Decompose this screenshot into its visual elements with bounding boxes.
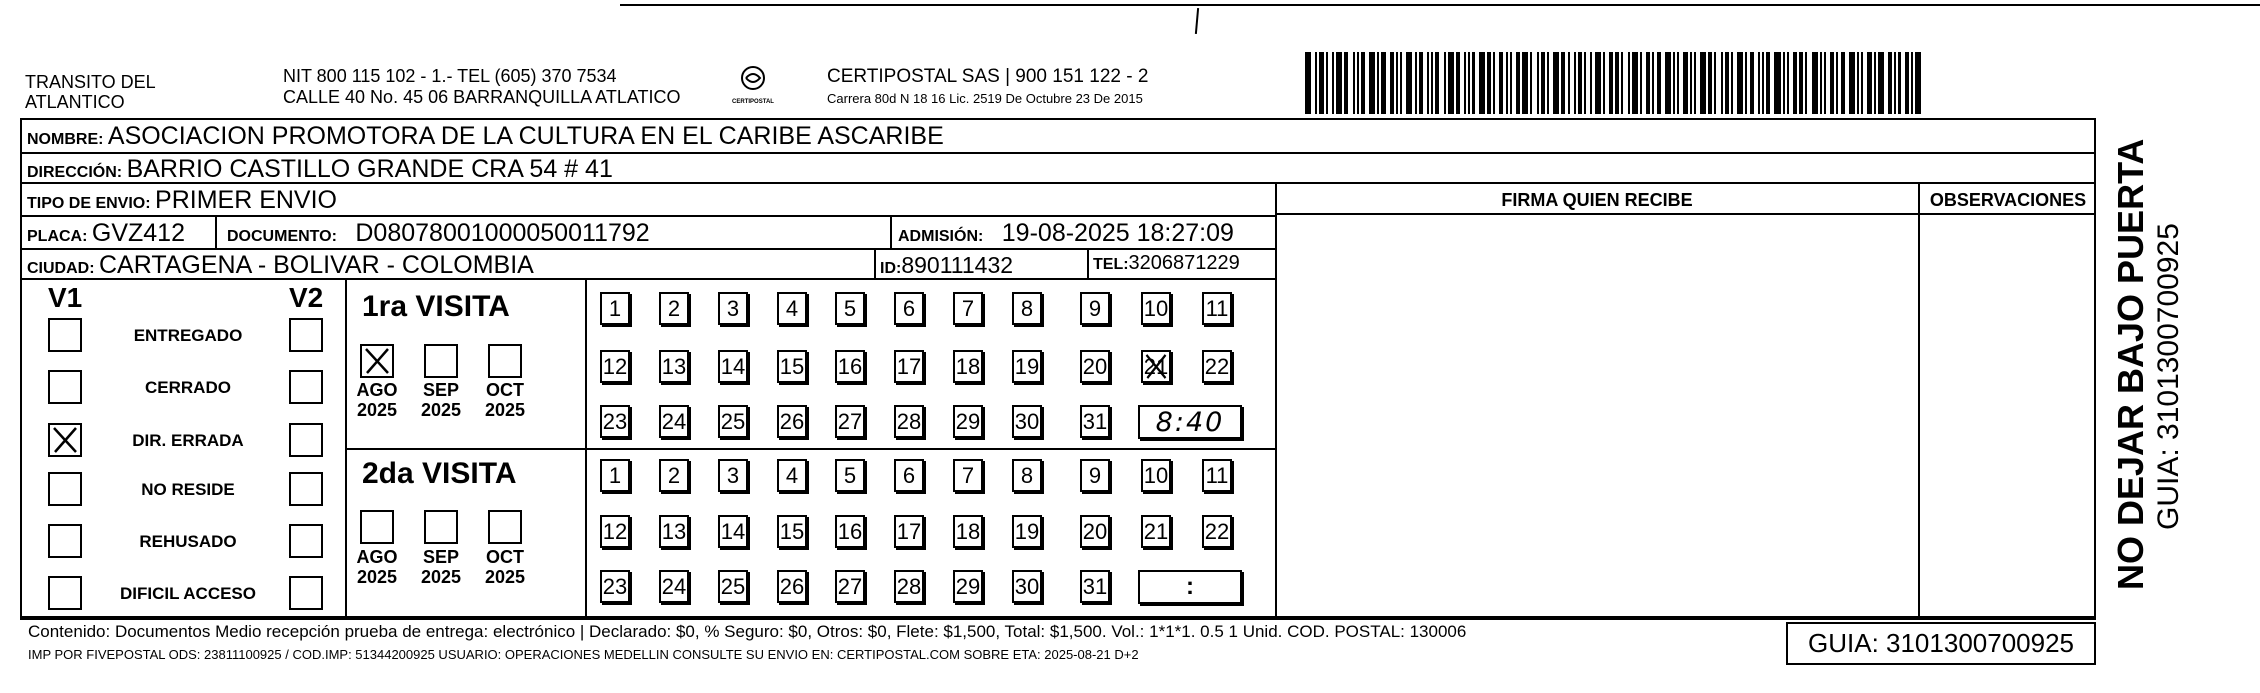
barcode-bar [1867,52,1871,114]
footer-imp-line: IMP POR FIVEPOSTAL ODS: 23811100925 / COD.IMP: 51344200925 USUARIO: OPERACIONES MEDELLIN CONSULTE SU ENVIO EN: CERTIPOSTAL.COM SOBRE ETA: 2025-08-21 D+2 [28,647,1139,662]
footer-guia: GUIA: 3101300700925 [1808,628,2074,658]
barcode-bar [1615,52,1619,114]
barcode-bar [1737,52,1743,114]
barcode-bar [1841,52,1845,114]
month-label [416,547,466,587]
admision-field: ADMISIÓN: 19-08-2025 18:27:09 [898,219,1234,247]
day-box[interactable]: 27 [835,405,865,438]
divider [1918,182,1920,618]
month-name: SEP [422,547,460,567]
footer-contenido: Contenido: Documentos Medio recepción prueba de entrega: electrónico | Declarado: $0, % Seguro: $0, Otros: $0, Flete: $1,500, Total: $1,500. Vol.: 1*1*1. 0.5 1 Unid. COD. POSTAL: 130006 [28,622,1467,641]
day-box[interactable]: 4 [777,459,807,492]
nombre-row [27,122,944,151]
second-visit-time-box[interactable] [1138,570,1242,604]
nombre-value: ASOCIACION PROMOTORA DE LA CULTURA EN EL CARIBE ASCARIBE [107,122,944,150]
first-visit-time: 8:40 [1155,407,1225,438]
barcode-bar [1361,52,1365,114]
second-visit-time: : [1186,573,1194,600]
day-box[interactable]: 21 [1141,350,1171,383]
documento-value: D08078001000050011792 [355,219,650,247]
barcode-bar [1541,52,1545,114]
nombre-label: NOMBRE: [27,131,104,148]
month-year: 2025 [484,400,526,420]
day-box[interactable]: 17 [894,515,924,548]
day-box[interactable]: 22 [1202,350,1232,383]
day-box[interactable]: 13 [659,515,689,548]
admision-value: 19-08-2025 18:27:09 [1001,219,1234,247]
day-box[interactable]: 22 [1202,515,1232,548]
barcode-bar [1745,52,1747,114]
barcode-bar [1787,52,1789,114]
barcode-bar [1731,52,1733,114]
barcode-bar [1708,52,1712,114]
barcode-bar [1568,52,1570,114]
day-box[interactable]: 2 [659,459,689,492]
month-name: AGO [356,380,398,400]
certipostal-logo: CERTIPOSTAL [722,64,784,110]
barcode-bar [1472,52,1474,114]
month-label [480,380,530,420]
month-year: 2025 [484,567,526,587]
day-box[interactable]: 30 [1012,405,1042,438]
barcode-bar [1830,52,1834,114]
barcode-bar [1468,52,1470,114]
barcode-bar [1725,52,1729,114]
barcode-bar [1506,52,1508,114]
day-box[interactable]: 9 [1080,459,1110,492]
tipo-row [27,186,337,215]
barcode-bar [1530,52,1532,114]
day-box[interactable]: 25 [718,405,748,438]
barcode-bar [1561,52,1565,114]
direccion-value: BARRIO CASTILLO GRANDE CRA 54 # 41 [126,155,613,183]
divider [345,278,347,618]
v1-checkbox[interactable] [48,370,82,404]
barcode-bar [1861,52,1863,114]
barcode-bar [1431,52,1433,114]
v1-checkbox[interactable] [48,576,82,610]
barcode-bar [1849,52,1855,114]
v1-checkbox[interactable] [48,423,82,457]
day-box[interactable]: 30 [1012,570,1042,603]
barcode-bar [1332,52,1334,114]
day-box[interactable]: 15 [777,515,807,548]
divider [1087,248,1089,278]
v1-checkbox[interactable] [48,524,82,558]
day-box[interactable]: 28 [894,405,924,438]
barcode-bar [1584,52,1586,114]
barcode-bar [1677,52,1679,114]
courier-details: CERTIPOSTAL SAS | 900 151 122 - 2 Carrera 80d N 18 16 Lic. 2519 De Octubre 23 De 2015 [827,66,1149,106]
barcode-bar [1448,52,1454,114]
day-box[interactable]: 26 [777,405,807,438]
barcode-bar [1700,52,1706,114]
barcode-bar [1396,52,1398,114]
barcode-bar [1766,52,1770,114]
barcode-bar [1665,52,1671,114]
status-label: DIFICIL ACCESO [119,584,256,603]
day-box[interactable]: 11 [1202,459,1232,492]
x-mark-icon [362,346,392,376]
barcode-bar [1326,52,1328,114]
day-box[interactable]: 11 [1202,292,1232,325]
v2-checkbox[interactable] [289,576,323,610]
day-box[interactable]: 2 [659,292,689,325]
day-box[interactable]: 3 [718,459,748,492]
ciudad-value: CARTAGENA - BOLIVAR - COLOMBIA [99,251,534,279]
barcode-bar [1905,52,1909,114]
barcode-bar [1874,52,1876,114]
day-box[interactable]: 4 [777,292,807,325]
barcode-bar [1336,52,1342,114]
month-checkbox[interactable] [488,344,522,378]
barcode-bar [1632,52,1638,114]
day-box[interactable]: 25 [718,570,748,603]
day-box[interactable]: 24 [659,570,689,603]
barcode-bar [1750,52,1754,114]
v1-checkbox[interactable] [48,472,82,506]
barcode-bar [1516,52,1520,114]
first-visit-time-box[interactable] [1138,405,1242,439]
first-visit-title: 1ra VISITA [362,290,510,323]
direccion-row [27,155,613,184]
month-label [416,380,466,420]
barcode-bar [1574,52,1576,114]
id-value: 890111432 [901,252,1014,278]
tipo-value: PRIMER ENVIO [155,186,338,214]
day-box[interactable]: 1 [600,459,630,492]
barcode-bar [1510,52,1512,114]
v2-checkbox[interactable] [289,524,323,558]
barcode-bar [1435,52,1439,114]
day-box[interactable]: 8 [1012,292,1042,325]
day-box[interactable]: 21 [1141,515,1171,548]
barcode-bar [1479,52,1485,114]
day-box[interactable]: 3 [718,292,748,325]
barcode-bar [1547,52,1549,114]
day-box[interactable]: 31 [1080,570,1110,603]
day-box[interactable]: 26 [777,570,807,603]
barcode-bar [1353,52,1355,114]
barcode-bar [1315,52,1317,114]
barcode-bar [1683,52,1687,114]
divider [20,215,1275,217]
barcode-bar [1357,52,1359,114]
divider [20,152,2096,154]
barcode-bar [1820,52,1822,114]
top-scan-line [620,4,2260,6]
barcode-bar [1783,52,1785,114]
barcode-bar [1621,52,1623,114]
day-box[interactable]: 27 [835,570,865,603]
day-box[interactable]: 18 [953,350,983,383]
day-box[interactable]: 12 [600,515,630,548]
barcode-bar [1878,52,1884,114]
day-box[interactable]: 15 [777,350,807,383]
day-box[interactable]: 24 [659,405,689,438]
logo-icon [733,64,773,94]
tel-field: TEL:3206871229 [1093,252,1240,274]
barcode-bar [1400,52,1402,114]
day-box[interactable]: 20 [1080,350,1110,383]
divider [585,278,587,618]
day-box[interactable]: 10 [1141,292,1171,325]
barcode-bar [1456,52,1460,114]
ciudad-field: CIUDAD: CARTAGENA - BOLIVAR - COLOMBIA [27,251,534,279]
day-box[interactable]: 5 [835,292,865,325]
sender-name: TRANSITO DEL ATLANTICO [25,72,156,112]
x-mark-icon [1143,352,1169,381]
no-dejar-warning: NO DEJAR BAJO PUERTA [2110,138,2151,590]
day-box[interactable]: 14 [718,515,748,548]
month-name: OCT [486,547,524,567]
x-mark-icon [50,425,80,455]
barcode-bar [1640,52,1642,114]
v2-header: V2 [289,282,324,313]
month-label [352,380,402,420]
barcode-bar [1406,52,1412,114]
day-box[interactable]: 31 [1080,405,1110,438]
barcode-bar [1344,52,1348,114]
observaciones-header: OBSERVACIONES [1929,190,2087,210]
day-box[interactable]: 19 [1012,515,1042,548]
divider [20,618,2096,620]
month-year: 2025 [420,400,462,420]
barcode-bar [1603,52,1605,114]
barcode-bar [1652,52,1654,114]
status-label: ENTREGADO [133,326,243,345]
barcode-bar [1590,52,1592,114]
barcode-bar [1805,52,1807,114]
day-box[interactable]: 7 [953,459,983,492]
day-box[interactable]: 28 [894,570,924,603]
month-name: OCT [486,380,524,400]
day-box[interactable]: 23 [600,570,630,603]
day-box[interactable]: 10 [1141,459,1171,492]
barcode-bar [1646,52,1650,114]
month-name: SEP [422,380,460,400]
day-box[interactable]: 16 [835,350,865,383]
placa-value: GVZ412 [91,219,185,247]
month-label [480,547,530,587]
barcode-bar [1690,52,1692,114]
barcode-bar [1812,52,1818,114]
month-checkbox[interactable] [360,344,394,378]
status-label: DIR. ERRADA [132,431,244,450]
barcode-bar [1553,52,1559,114]
barcode-bar [1381,52,1385,114]
divider [1276,213,2096,215]
day-box[interactable]: 29 [953,405,983,438]
v2-checkbox[interactable] [289,370,323,404]
month-year: 2025 [356,400,398,420]
v2-checkbox[interactable] [289,472,323,506]
side-text [2110,110,2240,590]
day-box[interactable]: 16 [835,515,865,548]
day-box[interactable]: 7 [953,292,983,325]
barcode [1305,52,1925,114]
month-checkbox[interactable] [360,510,394,544]
barcode-bar [1377,52,1379,114]
month-name: AGO [356,547,398,567]
day-box[interactable]: 13 [659,350,689,383]
barcode-bar [1319,52,1323,114]
firma-header: FIRMA QUIEN RECIBE [1501,190,1693,210]
divider [1275,182,1277,618]
barcode-bar [1824,52,1826,114]
barcode-bar [1915,52,1921,114]
barcode-bar [1673,52,1675,114]
barcode-bar [1721,52,1723,114]
barcode-bar [1390,52,1394,114]
barcode-bar [1857,52,1859,114]
day-box[interactable]: 29 [953,570,983,603]
barcode-bar [1888,52,1892,114]
barcode-bar [1493,52,1495,114]
barcode-bar [1537,52,1539,114]
tel-value: 3206871229 [1128,252,1240,274]
barcode-bar [1427,52,1429,114]
barcode-bar [1522,52,1528,114]
v1-header: V1 [48,282,83,313]
id-field: ID:890111432 [880,252,1014,278]
barcode-bar [1419,52,1423,114]
top-scan-tick [1195,8,1199,34]
barcode-bar [1714,52,1716,114]
status-label: NO RESIDE [141,480,235,499]
month-checkbox[interactable] [424,510,458,544]
divider [215,215,217,248]
v2-checkbox[interactable] [289,423,323,457]
day-box[interactable]: 20 [1080,515,1110,548]
placa-field: PLACA: GVZ412 [27,219,185,247]
barcode-bar [1774,52,1780,114]
barcode-bar [1836,52,1838,114]
day-box[interactable]: 6 [894,459,924,492]
direccion-label: DIRECCIÓN: [27,164,123,181]
barcode-bar [1799,52,1803,114]
barcode-bar [1657,52,1661,114]
barcode-bar [1595,52,1601,114]
day-cross-mark [1143,352,1169,381]
barcode-bar [1444,52,1446,114]
v1-checkbox[interactable] [48,318,82,352]
second-visit-title: 2da VISITA [362,457,517,490]
month-year: 2025 [420,567,462,587]
day-box[interactable]: 5 [835,459,865,492]
divider [345,448,1275,450]
side-guia: GUIA: 3101300700925 [2152,223,2185,530]
barcode-bar [1369,52,1375,114]
barcode-bar [1609,52,1613,114]
month-year: 2025 [356,567,398,587]
barcode-bar [1578,52,1582,114]
day-box[interactable]: 12 [600,350,630,383]
barcode-bar [1305,52,1311,114]
barcode-bar [1898,52,1900,114]
divider [874,248,876,278]
day-box[interactable]: 1 [600,292,630,325]
day-box[interactable]: 17 [894,350,924,383]
month-checkbox[interactable] [424,344,458,378]
barcode-bar [1464,52,1466,114]
barcode-bar [1499,52,1503,114]
tipo-label: TIPO DE ENVIO: [27,195,151,212]
v2-checkbox[interactable] [289,318,323,352]
month-label [352,547,402,587]
day-box[interactable]: 6 [894,292,924,325]
barcode-bar [1487,52,1491,114]
sender-details: NIT 800 115 102 - 1.- TEL (605) 370 7534 CALLE 40 No. 45 06 BARRANQUILLA ATLATICO [283,66,681,107]
day-box[interactable]: 18 [953,515,983,548]
barcode-bar [1793,52,1797,114]
barcode-bar [1758,52,1760,114]
day-box[interactable]: 23 [600,405,630,438]
month-checkbox[interactable] [488,510,522,544]
barcode-bar [1911,52,1913,114]
day-box[interactable]: 9 [1080,292,1110,325]
day-box[interactable]: 19 [1012,350,1042,383]
status-label: REHUSADO [139,532,237,551]
status-label: CERRADO [145,378,231,397]
barcode-bar [1762,52,1764,114]
barcode-bar [1694,52,1696,114]
barcode-bar [1415,52,1417,114]
divider [890,215,892,248]
barcode-bar [1894,52,1896,114]
day-box[interactable]: 14 [718,350,748,383]
barcode-bar [1628,52,1630,114]
day-box[interactable]: 8 [1012,459,1042,492]
documento-field: DOCUMENTO: D08078001000050011792 [227,219,650,247]
